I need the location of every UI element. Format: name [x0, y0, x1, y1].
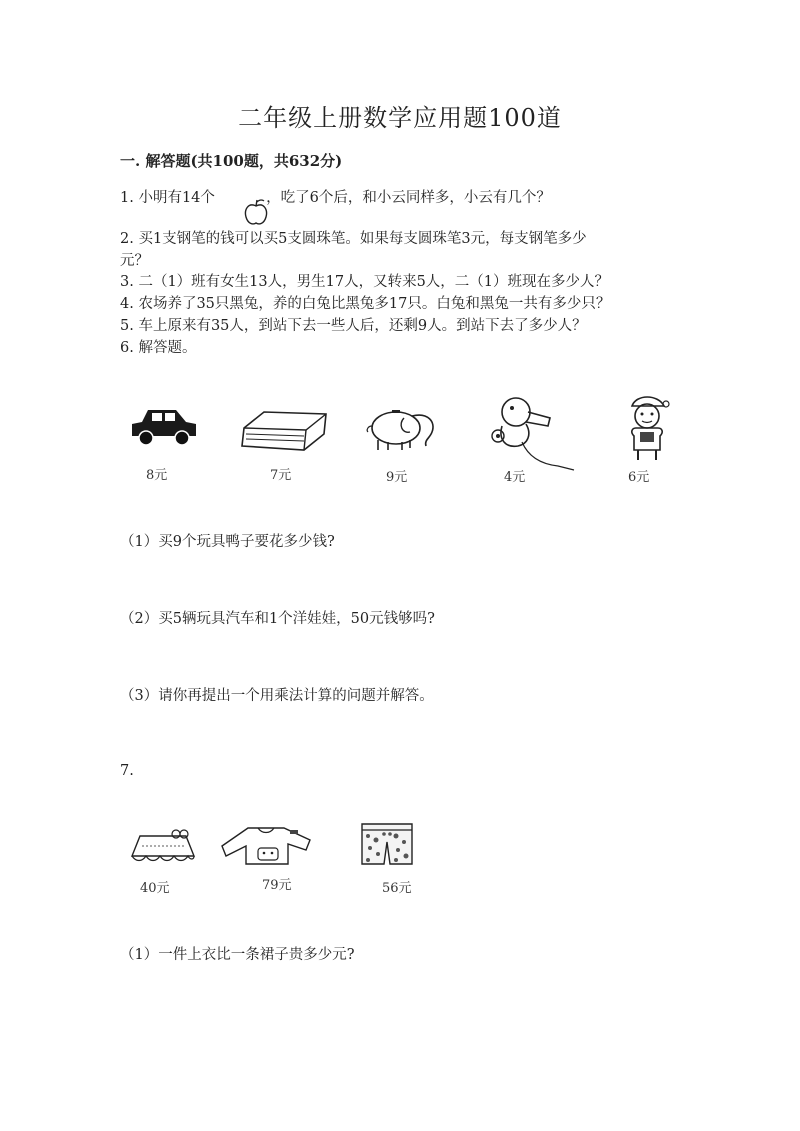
page-title: 二年级上册数学应用题100道	[238, 104, 562, 132]
doll-icon	[622, 392, 672, 464]
toy-duck-icon	[488, 392, 580, 472]
question-3: 3. 二（1）班有女生13人，男生17人，又转来5人，二（1）班现在多少人？	[120, 274, 610, 290]
clothes-price-shorts: 56元	[382, 881, 412, 896]
question-2-line-2: 元？	[120, 253, 149, 269]
question-1-text-after: ，吃了6个后，和小云同样多，小云有几个？	[266, 190, 551, 206]
question-2-line-1: 2. 买1支钢笔的钱可以买5支圆珠笔。如果每支圆珠笔3元，每支钢笔多少	[120, 231, 587, 247]
shorts-icon	[358, 820, 416, 868]
question-7-sub-1: （1）一件上衣比一条裙子贵多少元?	[120, 947, 355, 963]
question-5: 5. 车上原来有35人，到站下去一些人后，还剩9人。到站下去了多少人？	[120, 318, 587, 334]
question-1-text-before: 1. 小明有14个	[120, 190, 215, 206]
question-6-label: 6. 解答题。	[120, 340, 197, 356]
skirt-icon	[128, 826, 198, 866]
question-6-sub-1: （1）买9个玩具鸭子要花多少钱?	[120, 534, 335, 550]
question-6-sub-2: （2）买5辆玩具汽车和1个洋娃娃，50元钱够吗?	[120, 611, 435, 627]
question-6-sub-3: （3）请你再提出一个用乘法计算的问题并解答。	[120, 688, 434, 704]
toy-car-icon	[126, 402, 202, 452]
toy-price-elephant: 9元	[386, 470, 408, 485]
clothes-price-skirt: 40元	[140, 881, 170, 896]
question-2	[120, 228, 587, 272]
question-4: 4. 农场养了35只黑兔，养的白兔比黑兔多17只。白兔和黑兔一共有多少只？	[120, 296, 611, 312]
pencil-case-icon	[238, 406, 330, 454]
toy-price-pencil-case: 7元	[270, 468, 292, 483]
toy-price-duck: 4元	[504, 470, 526, 485]
clothes-price-shirt: 79元	[262, 878, 292, 893]
toy-price-doll: 6元	[628, 470, 650, 485]
shirt-icon	[218, 822, 314, 866]
apple-icon	[242, 198, 270, 228]
question-7-label: 7.	[120, 763, 134, 779]
section-heading: 一. 解答题(共100题，共632分)	[120, 152, 343, 170]
toy-price-car: 8元	[146, 468, 168, 483]
toy-elephant-icon	[362, 404, 444, 454]
question-1	[120, 187, 551, 209]
